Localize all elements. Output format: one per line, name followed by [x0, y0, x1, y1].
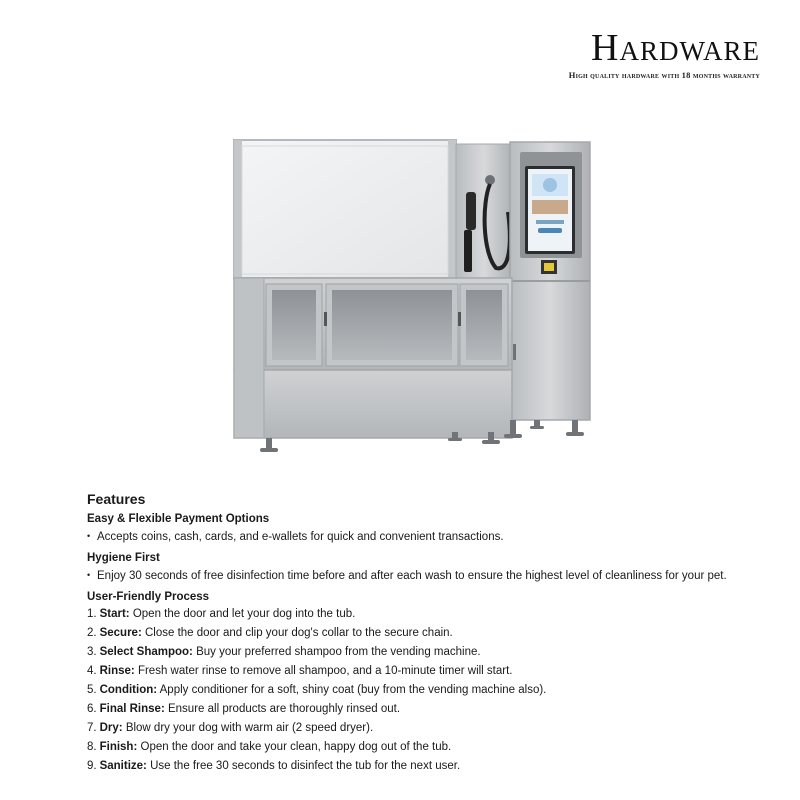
payment-heading: Easy & Flexible Payment Options: [87, 513, 270, 525]
step-text: Use the free 30 seconds to disinfect the tub for the next user.: [150, 760, 461, 772]
step-term: Final Rinse:: [99, 703, 165, 715]
step-term: Select Shampoo:: [99, 646, 193, 658]
process-step: [87, 605, 777, 624]
process-heading: User-Friendly Process: [87, 591, 210, 603]
process-step: [87, 681, 777, 700]
step-text: Blow dry your dog with warm air (2 speed dryer).: [125, 722, 374, 734]
splash-glass-panel: [234, 140, 456, 278]
step-term: Sanitize:: [99, 760, 147, 772]
step-text: Apply conditioner for a soft, shiny coat (buy from the vending machine also).: [159, 684, 547, 696]
brand-subtitle: High quality hardware with 18 months warranty: [568, 70, 760, 80]
step-number: 4.: [87, 665, 97, 677]
features-section: [87, 490, 777, 776]
brand-title: Hardware: [591, 27, 760, 69]
process-step: [87, 738, 777, 757]
step-number: 7.: [87, 722, 97, 734]
hose-column: [456, 144, 512, 280]
step-term: Dry:: [99, 722, 123, 734]
wash-tub-cabinet: [234, 278, 512, 438]
process-step: [87, 757, 777, 776]
process-step: [87, 662, 777, 681]
hygiene-heading: Hygiene First: [87, 552, 160, 564]
features-title: Features: [87, 491, 146, 507]
step-term: Secure:: [99, 627, 142, 639]
dog-wash-machine-illustration: [220, 132, 600, 462]
step-term: Finish:: [99, 741, 138, 753]
step-text: Ensure all products are thoroughly rinsed out.: [167, 703, 401, 715]
bullet-icon: •: [87, 570, 91, 580]
payment-bullet: [87, 527, 777, 547]
kiosk-tower: [510, 142, 590, 420]
brand-header: [569, 28, 760, 80]
step-number: 6.: [87, 703, 97, 715]
step-text: Buy your preferred shampoo from the vending machine.: [196, 646, 481, 658]
step-term: Rinse:: [99, 665, 135, 677]
process-step: [87, 719, 777, 738]
process-step: [87, 624, 777, 643]
step-term: Start:: [99, 608, 130, 620]
payment-bullet-text: Accepts coins, cash, cards, and e-wallets for quick and convenient transactions.: [97, 531, 504, 543]
hygiene-bullet: [87, 566, 777, 586]
step-term: Condition:: [99, 684, 158, 696]
step-number: 9.: [87, 760, 97, 772]
step-text: Close the door and clip your dog's collar to the secure chain.: [144, 627, 453, 639]
process-step: [87, 700, 777, 719]
step-text: Open the door and take your clean, happy dog out of the tub.: [140, 741, 452, 753]
step-number: 1.: [87, 608, 97, 620]
bullet-icon: •: [87, 531, 91, 541]
hygiene-bullet-text: Enjoy 30 seconds of free disinfection time before and after each wash to ensure the highest level of cleanliness for your pet.: [97, 570, 727, 582]
step-number: 8.: [87, 741, 97, 753]
step-number: 5.: [87, 684, 97, 696]
step-text: Fresh water rinse to remove all shampoo, and a 10-minute timer will start.: [137, 665, 513, 677]
step-number: 2.: [87, 627, 97, 639]
process-step: [87, 643, 777, 662]
step-text: Open the door and let your dog into the tub.: [132, 608, 356, 620]
step-number: 3.: [87, 646, 97, 658]
